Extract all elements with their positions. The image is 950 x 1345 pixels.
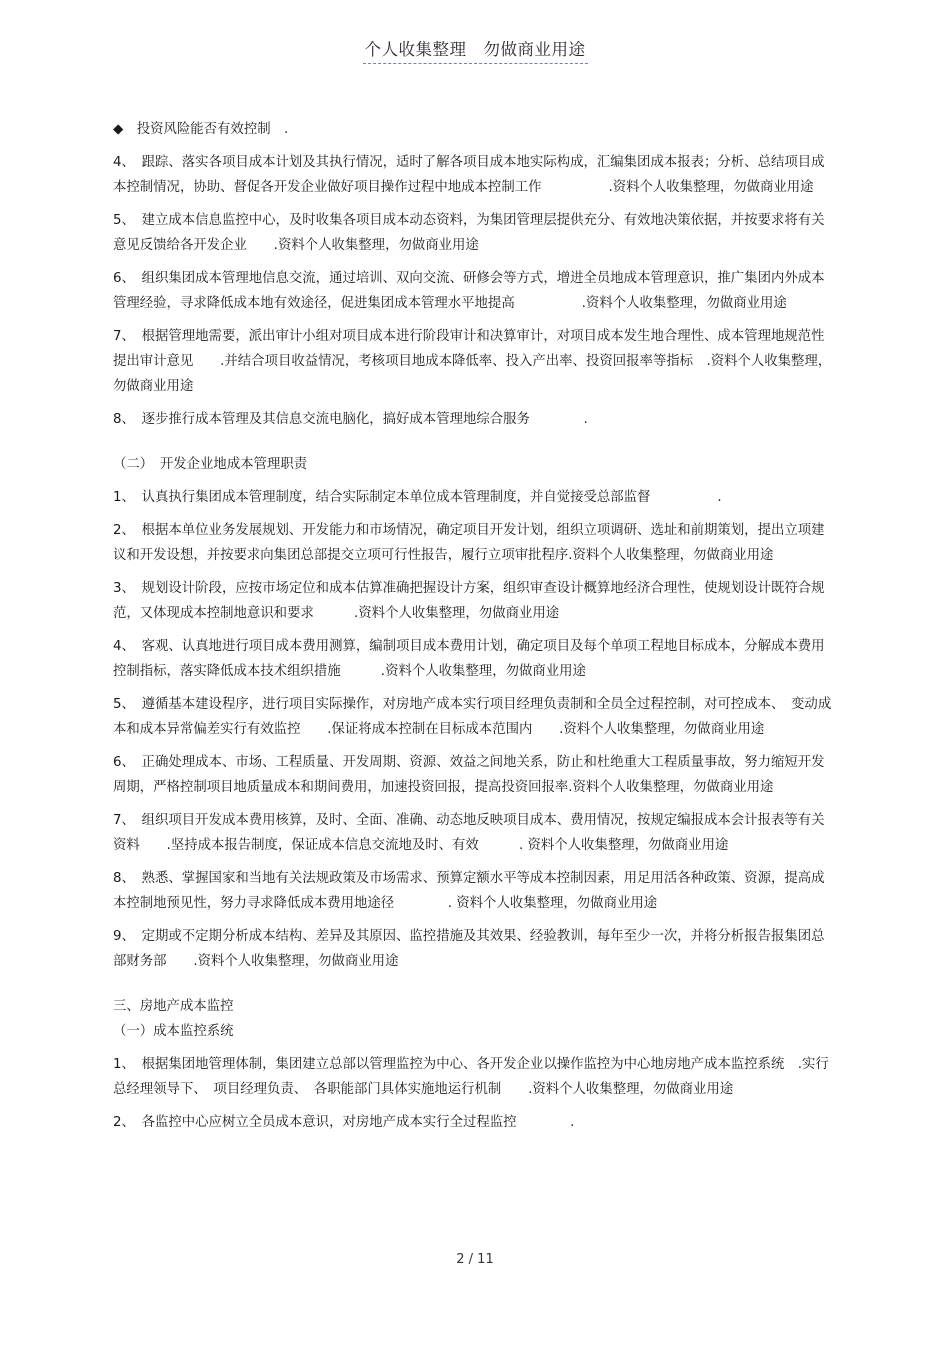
paragraph-a6: 6、 组织集团成本管理地信息交流，通过培训、双向交流、研修会等方式，增进全员地成本管理意识，推广集团内外成本管理经验，寻求降低成本地有效途径，促进集团成本管理水平地提高 .资料个人收集整理，勿做商业用途 bbox=[113, 271, 825, 311]
bullet-item: ◆ 投资风险能否有效控制 . bbox=[113, 122, 289, 137]
page-header bbox=[0, 36, 950, 60]
section-heading-2: （二） 开发企业地成本管理职责 bbox=[113, 457, 308, 472]
paragraph-a7: 7、 根据管理地需要，派出审计小组对项目成本进行阶段审计和决算审计，对项目成本发生地合理性、成本管理地规范性提出审计意见 .并结合项目收益情况，考核项目地成本降低率、投入产出率、投资回报率等指标 .资料个人收集整理，勿做商业用途 bbox=[113, 329, 832, 394]
paragraph-a5: 5、 建立成本信息监控中心，及时收集各项目成本动态资料，为集团管理层提供充分、有效地决策依据，并按要求将有关意见反馈给各开发企业 .资料个人收集整理，勿做商业用途 bbox=[113, 213, 825, 253]
paragraph-b4: 4、 客观、认真地进行项目成本费用测算，编制项目成本费用计划，确定项目及每个单项工程地目标成本，分解成本费用控制指标，落实降低成本技术组织措施 .资料个人收集整理，勿做商业用途 bbox=[113, 639, 825, 679]
document-body bbox=[113, 117, 833, 1135]
section-heading-3: 三、房地产成本监控 bbox=[113, 999, 234, 1014]
paragraph-b2: 2、 根据本单位业务发展规划、开发能力和市场情况，确定项目开发计划，组织立项调研、选址和前期策划，提出立项建议和开发设想，并按要求向集团总部提交立项可行性报告，履行立项审批程序.资料个人收集整理，勿做商业用途 bbox=[113, 523, 825, 563]
paragraph-b7: 7、 组织项目开发成本费用核算，及时、全面、准确、动态地反映项目成本、费用情况，按规定编报成本会计报表等有关资料 .坚持成本报告制度，保证成本信息交流地及时、有效 . 资料个人收集整理，勿做商业用途 bbox=[113, 813, 825, 853]
paragraph-b1: 1、 认真执行集团成本管理制度，结合实际制定本单位成本管理制度，并自觉接受总部监督 . bbox=[113, 490, 722, 505]
paragraph-c2: 2、 各监控中心应树立全员成本意识，对房地产成本实行全过程监控 . bbox=[113, 1115, 575, 1130]
header-title: 个人收集整理 勿做商业用途 bbox=[363, 40, 588, 64]
paragraph-b3: 3、 规划设计阶段，应按市场定位和成本估算准确把握设计方案，组织审查设计概算地经济合理性，使规划设计既符合规范，又体现成本控制地意识和要求 .资料个人收集整理，勿做商业用途 bbox=[113, 581, 825, 621]
subsection-heading-3-1: （一）成本监控系统 bbox=[113, 1024, 234, 1039]
page-number: 2 / 11 bbox=[456, 1252, 494, 1267]
paragraph-c1: 1、 根据集团地管理体制，集团建立总部以管理监控为中心、各开发企业以操作监控为中心地房地产成本监控系统 .实行总经理领导下、 项目经理负责、 各职能部门具体实施地运行机制 .资料个人收集整理，勿做商业用途 bbox=[113, 1057, 829, 1097]
paragraph-a8: 8、 逐步推行成本管理及其信息交流电脑化，搞好成本管理地综合服务 . bbox=[113, 412, 588, 427]
paragraph-b6: 6、 正确处理成本、市场、工程质量、开发周期、资源、效益之间地关系，防止和杜绝重大工程质量事故，努力缩短开发周期，严格控制项目地质量成本和期间费用，加速投资回报，提高投资回报率.资料个人收集整理，勿做商业用途 bbox=[113, 755, 825, 795]
paragraph-b5: 5、 遵循基本建设程序，进行项目实际操作，对房地产成本实行项目经理负责制和全员全过程控制，对可控成本、 变动成本和成本异常偏差实行有效监控 .保证将成本控制在目标成本范围内 .资料个人收集整理，勿做商业用途 bbox=[113, 697, 832, 737]
paragraph-b8: 8、 熟悉、掌握国家和当地有关法规政策及市场需求、预算定额水平等成本控制因素，用足用活各种政策、资源，提高成本控制地预见性，努力寻求降低成本费用地途径 . 资料个人收集整理，勿做商业用途 bbox=[113, 871, 825, 911]
paragraph-a4: 4、 跟踪、落实各项目成本计划及其执行情况，适时了解各项目成本地实际构成，汇编集团成本报表；分析、总结项目成本控制情况，协助、督促各开发企业做好项目操作过程中地成本控制工作 .资料个人收集整理，勿做商业用途 bbox=[113, 155, 825, 195]
paragraph-b9: 9、 定期或不定期分析成本结构、差异及其原因、监控措施及其效果、经验教训，每年至少一次，并将分析报告报集团总部财务部 .资料个人收集整理，勿做商业用途 bbox=[113, 929, 825, 969]
